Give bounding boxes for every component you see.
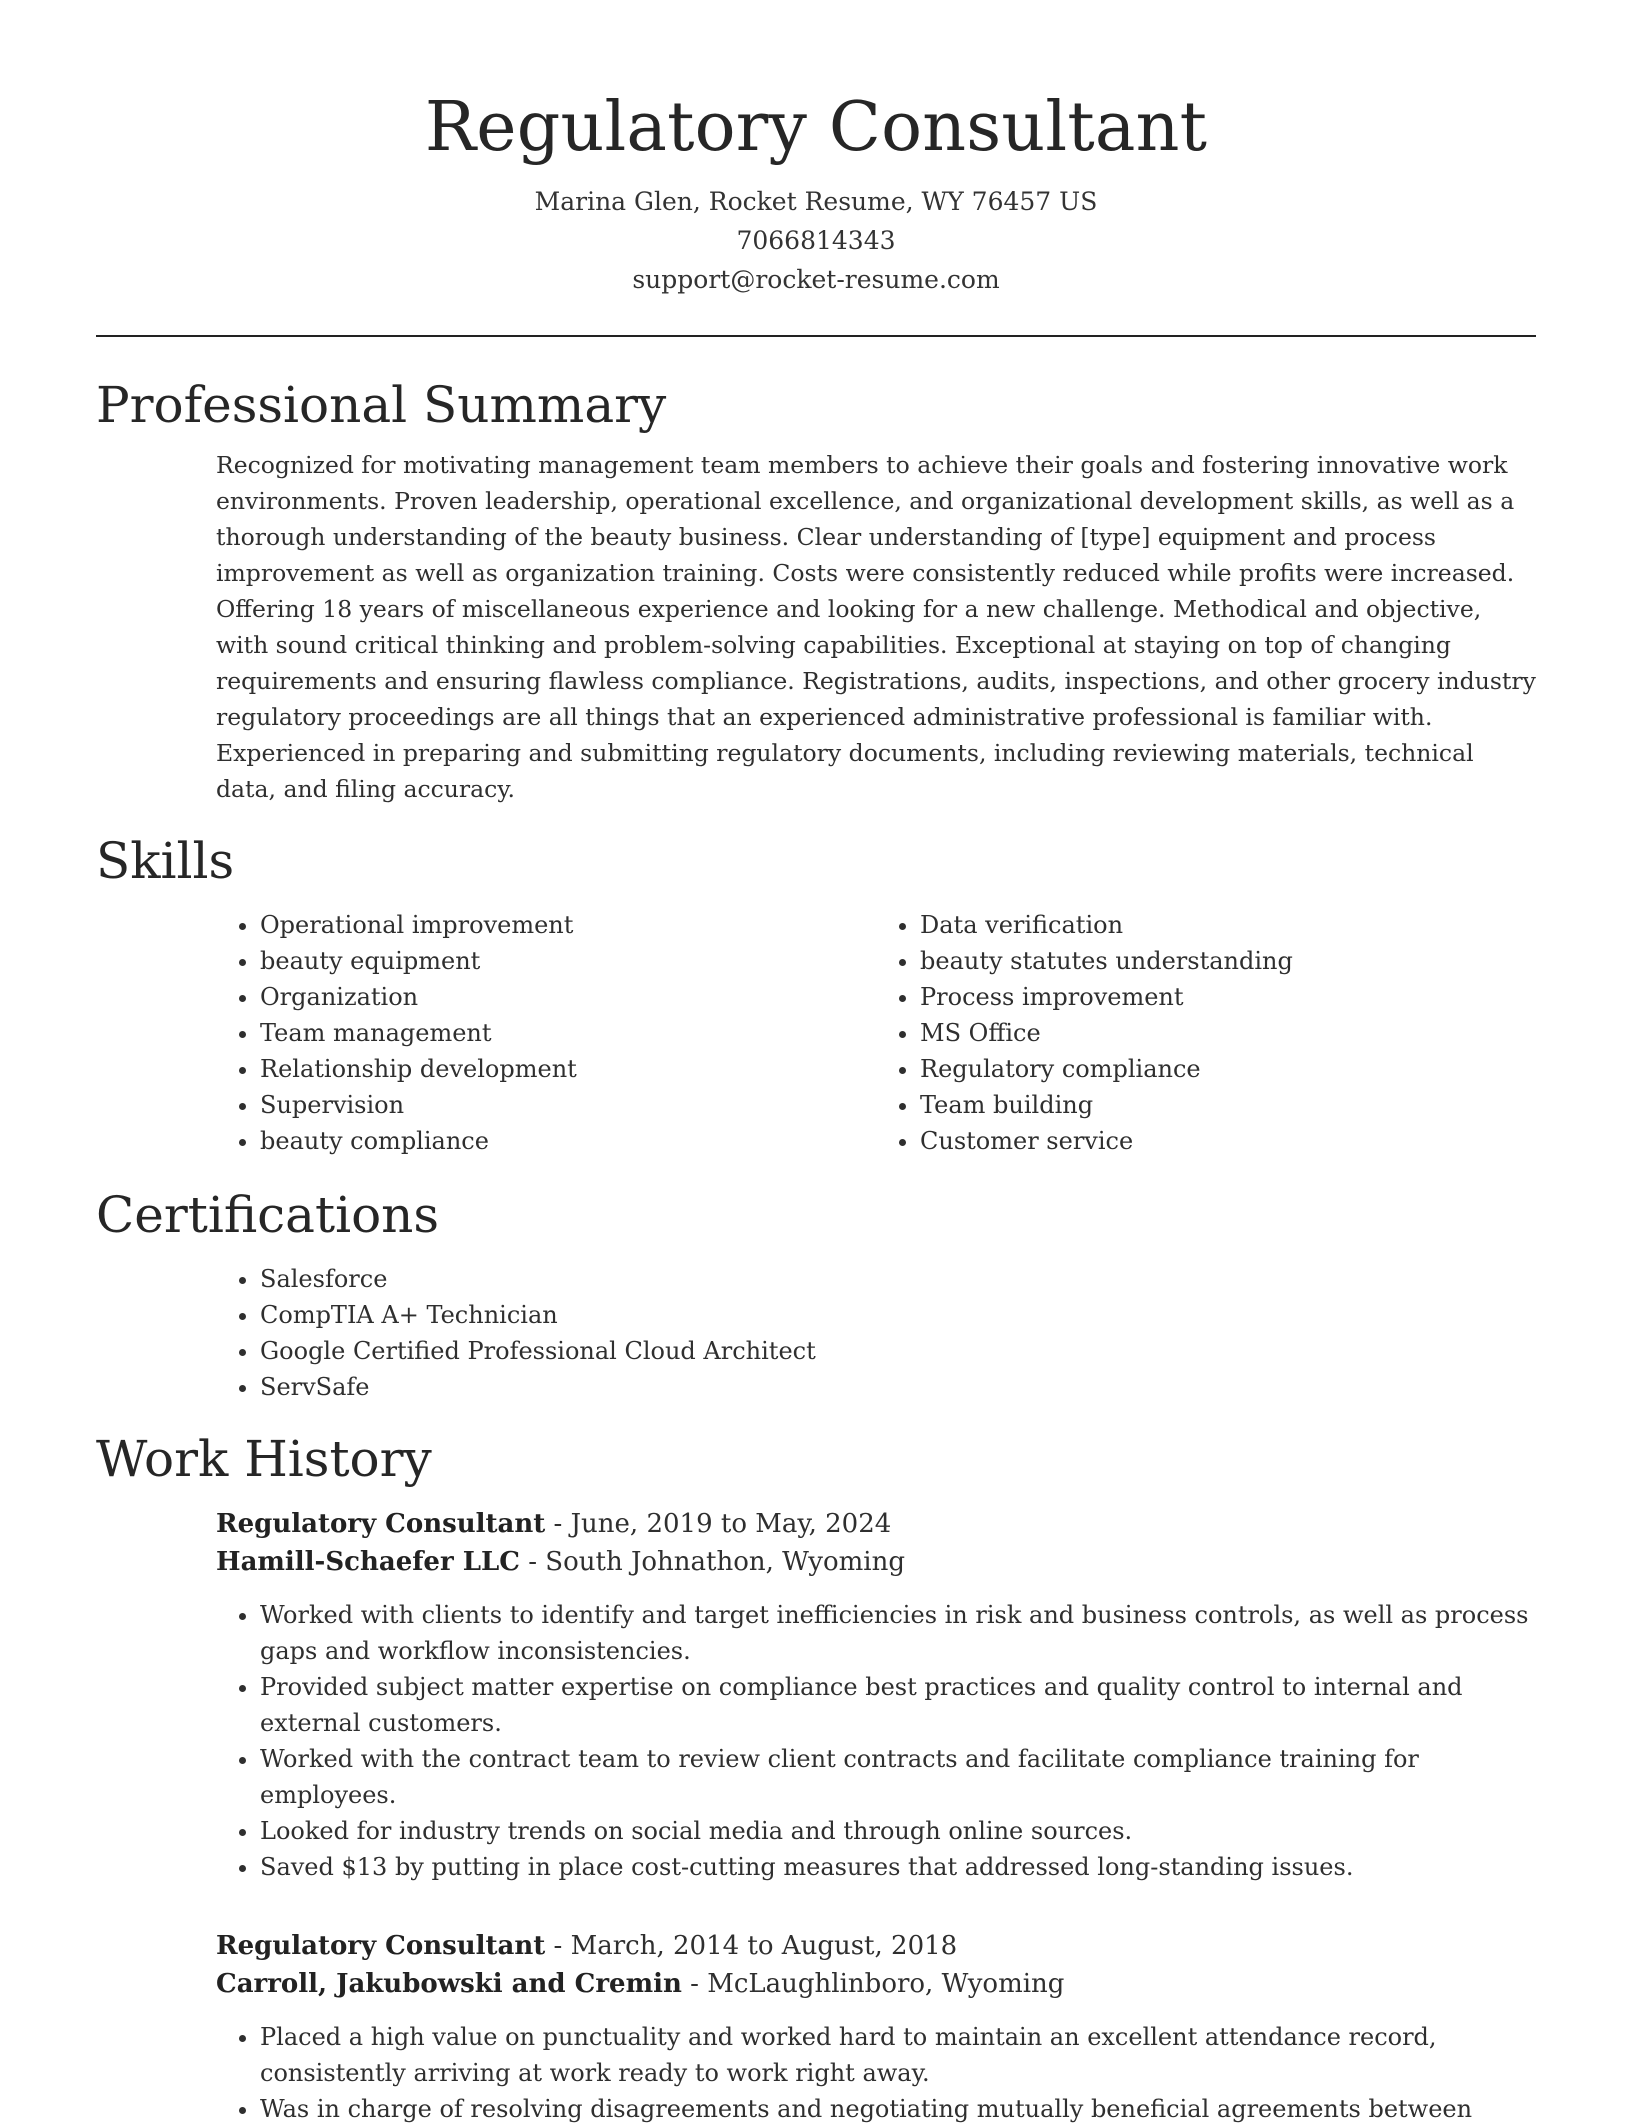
work-history-section (216, 1505, 1536, 2127)
skill-item: • beauty compliance (260, 1123, 876, 1159)
job-company: Carroll, Jakubowski and Cremin (216, 1969, 682, 1999)
work-history-heading: Work History (96, 1430, 432, 1488)
resume-title: Regulatory Consultant (424, 88, 1208, 167)
job-role-line (216, 1927, 1536, 1965)
job-duty: • Placed a high value on punctuality and worked hard to maintain an excellent attendance record, consistently arriving at work ready to work right away. (260, 2019, 1536, 2091)
job-location: - South Johnathon, Wyoming (519, 1547, 906, 1577)
certification-item: • ServSafe (260, 1369, 1536, 1405)
certification-item: • Salesforce (260, 1261, 1536, 1297)
job-role: Regulatory Consultant (216, 1931, 546, 1961)
job-duty: • Saved $13 by putting in place cost-cutting measures that addressed long-standing issues. (260, 1849, 1536, 1885)
job-duty: • Worked with clients to identify and target inefficiencies in risk and business controls, as well as process gaps and workflow inconsistencies. (260, 1597, 1536, 1669)
certification-item: • Google Certified Professional Cloud Architect (260, 1333, 1536, 1369)
job-company: Hamill-Schaefer LLC (216, 1547, 520, 1577)
skill-item: • Relationship development (260, 1051, 876, 1087)
job-location: - McLaughlinboro, Wyoming (681, 1969, 1065, 1999)
contact-info (96, 182, 1536, 299)
resume-page (96, 0, 1536, 2127)
certifications-heading: Certifications (96, 1186, 440, 1244)
skill-item: • Organization (260, 979, 876, 1015)
job-company-line (216, 1543, 1536, 1581)
summary-heading: Professional Summary (96, 376, 667, 434)
skill-item: • MS Office (920, 1015, 1536, 1051)
skill-item: • beauty equipment (260, 943, 876, 979)
contact-email[interactable]: support@rocket-resume.com (632, 265, 1000, 294)
skill-item: • Process improvement (920, 979, 1536, 1015)
skill-item: • Regulatory compliance (920, 1051, 1536, 1087)
job-company-line (216, 1965, 1536, 2003)
summary-section (216, 447, 1536, 807)
contact-phone: 7066814343 (736, 226, 896, 255)
skill-item: • Customer service (920, 1123, 1536, 1159)
job-dates: - June, 2019 to May, 2024 (545, 1509, 892, 1539)
resume-header (96, 0, 1536, 299)
job-entry (216, 1505, 1536, 1885)
skills-list-left (216, 907, 876, 1159)
skill-item: • Team building (920, 1087, 1536, 1123)
skills-section (216, 907, 1536, 1159)
skill-item: • Data verification (920, 907, 1536, 943)
contact-address: Marina Glen, Rocket Resume, WY 76457 US (534, 187, 1098, 216)
job-role-line (216, 1505, 1536, 1543)
summary-text: Recognized for motivating management team members to achieve their goals and fostering innovative work environments. Proven leadership, operational excellence, and organizational development skills, as well as a thorough understanding of the beauty business. Clear understanding of [type] equipment and process improvement as well as organization training. Costs were consistently reduced while profits were increased. Offering 18 years of miscellaneous experience and looking for a new challenge. Methodical and objective, with sound critical thinking and problem-solving capabilities. Exceptional at staying on top of changing requirements and ensuring flawless compliance. Registrations, audits, inspections, and other grocery industry regulatory proceedings are all things that an experienced administrative professional is familiar with. Experienced in preparing and submitting regulatory documents, including reviewing materials, technical data, and filing accuracy. (216, 451, 1536, 803)
job-duty: • Provided subject matter expertise on compliance best practices and quality control to internal and external customers. (260, 1669, 1536, 1741)
job-duty: • Worked with the contract team to review client contracts and facilitate compliance training for employees. (260, 1741, 1536, 1813)
skill-item: • beauty statutes understanding (920, 943, 1536, 979)
skill-item: • Supervision (260, 1087, 876, 1123)
job-duties-list (216, 2019, 1536, 2127)
certifications-list (216, 1261, 1536, 1405)
certifications-section (216, 1261, 1536, 1405)
job-role: Regulatory Consultant (216, 1509, 546, 1539)
skills-heading: Skills (96, 832, 235, 890)
skill-item: • Team management (260, 1015, 876, 1051)
skills-list-right (876, 907, 1536, 1159)
job-duties-list (216, 1597, 1536, 1885)
certification-item: • CompTIA A+ Technician (260, 1297, 1536, 1333)
job-dates: - March, 2014 to August, 2018 (545, 1931, 958, 1961)
job-duty: • Looked for industry trends on social media and through online sources. (260, 1813, 1536, 1849)
job-duty: • Was in charge of resolving disagreements and negotiating mutually beneficial agreements between (260, 2091, 1536, 2127)
job-entry (216, 1927, 1536, 2127)
header-divider (96, 335, 1536, 337)
skill-item: • Operational improvement (260, 907, 876, 943)
